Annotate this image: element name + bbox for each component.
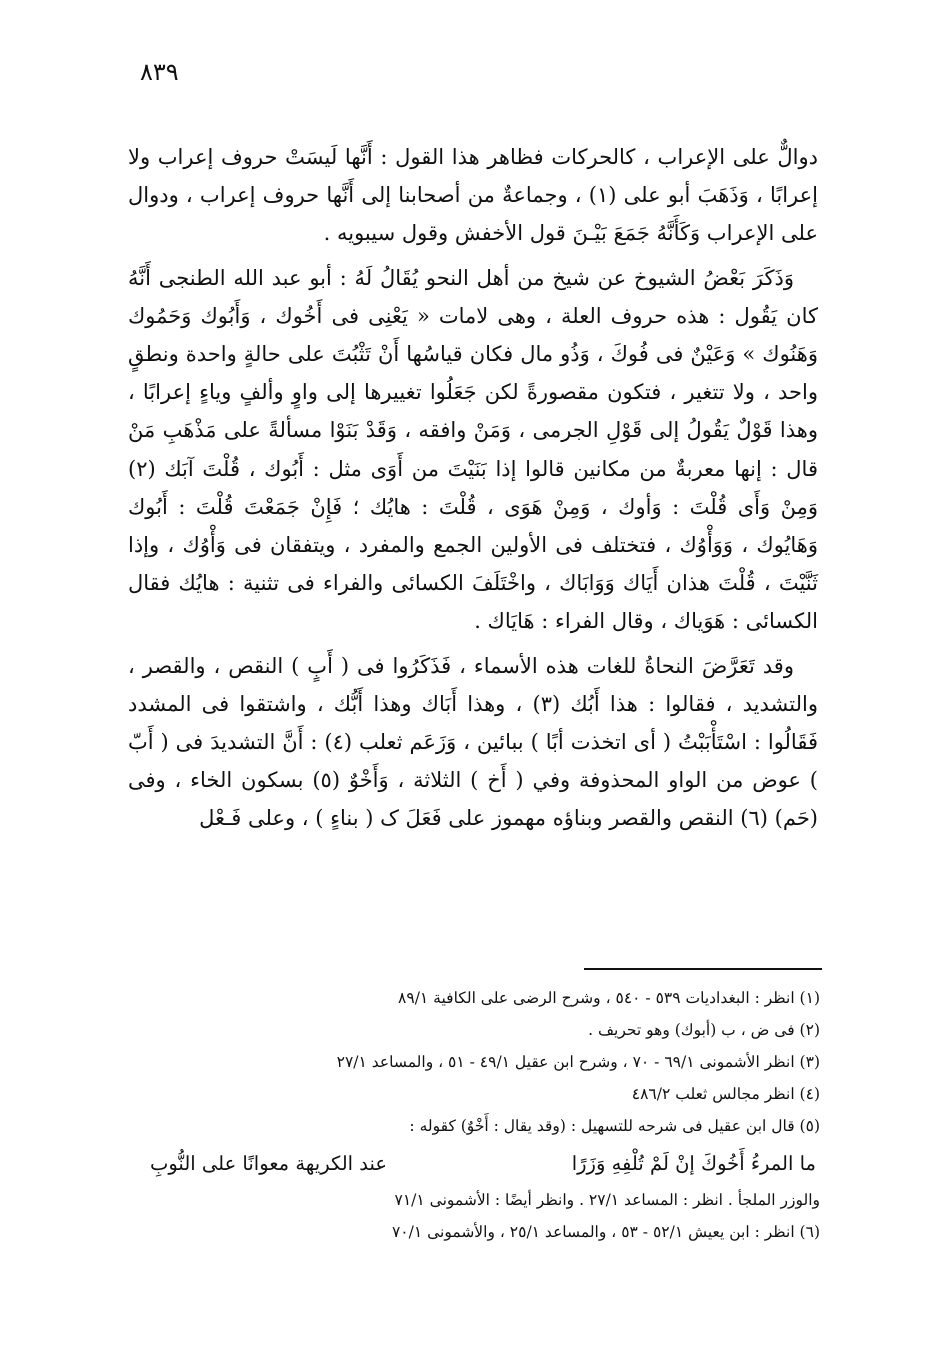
- main-text: [128, 138, 818, 838]
- poetry-verse: [150, 1144, 820, 1184]
- verse-first-hemistich: ما المرءُ أَخُوكَ إنْ لَمْ تُلْفِهِ وَزَرًا: [571, 1152, 816, 1175]
- footnotes: [150, 982, 820, 1248]
- footnote-2: (٢) فى ض ، ب (أبوك) وهو تحريف .: [588, 1021, 820, 1039]
- paragraph-2: وَذَكَرَ بَعْضُ الشيوخ عن شيخ من أهل النحو يُقَالُ لَهُ : أبو عبد الله الطنجى أَنَّهُ كان يَقُول : هذه حروف العلة ، وهى لامات « يَعْنِى فى أَخُوك ، وَأَبُوك وَحَمُوك وَهَنُوك » وَعَيْنٌ فى فُوكَ ، وَذُو مال فكان قياسُها أَنْ تَثْبُتَ على حالةٍ واحدة ونطقٍ واحد ، ولا تتغير ، فتكون مقصورةً لكن جَعَلُوا تغييرها إلى واوٍ وألفٍ وياءٍ إعرابًا ، وهذا قَوْلٌ يَقُولُ إلى قَوْلِ الجرمى ، وَمَنْ وافقه ، وَقَدْ بَنَوْا مسألةً على مَذْهَبِ مَنْ قال : إنها معربةٌ من مكانين قالوا إذا بَنَيْتَ من أَوَى مثل : أَبُوك ، قُلْتَ آبَك (٢) وَمِنْ وَأَى قُلْتَ : وَأوك ، وَمِنْ هَوَى ، قُلْتَ : هايُك ؛ فَإِنْ جَمَعْتَ قُلْتَ : أَبُوك وَهَايُوك ، وَوَأْوُك ، فتختلف فى الأولين الجمع والمفرد ، ويتفقان فى وَأْوُك ، وإذا ثَنَّيْتَ ، قُلْتَ هذان أَيَاك وَوَابَاك ، واخْتَلَفَ الكسائى والفراء فى تثنية : هايُك فقال الكسائى : هَوَياك ، وقال الفراء : هَايَاك .: [128, 265, 818, 634]
- footnote-6: (٦) انظر : ابن يعيش ٥٢/١ - ٥٣ ، والمساعد ٢٥/١ ، والأشمونى ٧٠/١: [391, 1223, 820, 1241]
- footnote-5-continuation: والوزر الملجأ . انظر : المساعد ٢٧/١ . وانظر أيضًا : الأشمونى ٧١/١: [394, 1191, 820, 1209]
- footnote-3: (٣) انظر الأشمونى ٦٩/١ - ٧٠ ، وشرح ابن عقيل ٤٩/١ - ٥١ ، والمساعد ٢٧/١: [336, 1053, 820, 1071]
- page-number: ٨٣٩: [140, 58, 179, 86]
- paragraph-3: وقد تَعَرَّضَ النحاةُ للغات هذه الأسماء ، فَذَكَرُوا فى ( أَبٍ ) النقص ، والقصر ، والتشديد ، فقالوا : هذا أَبُك (٣) ، وهذا أَبَاك وهذا أَبُّك ، واشتقوا فى المشدد فَقَالُوا : اسْتَأْبَبْتُ ( أى اتخذت أبًا ) ببائين ، وَزَعَم ثعلب (٤) : أَنَّ التشديدَ فى ( أَبّ ) عوض من الواو المحذوفة وفي ( أَخ ) الثلاثة ، وَأَخْوٌ (٥) بسكون الخاء ، وفى (حَم) (٦) النقص والقصر وبناؤه مهموز على فَعَلَ ک ( بناءٍ ) ، وعلى فَـعْل: [128, 653, 818, 831]
- paragraph-1: دوالٌّ على الإعراب ، كالحركات فظاهر هذا القول : أَنَّها لَيسَتْ حروف إعراب ولا إعرابًا ، وَذَهَبَ أبو على (١) ، وجماعةٌ من أصحابنا إلى أَنَّها حروف إعراب ، ودوال على الإعراب وَكَأَنَّهُ جَمَعَ بَيْـنَ قول الأخفش وقول سيبويه .: [128, 145, 819, 246]
- verse-second-hemistich: عند الكريهة معوانًا على النُّوبِ: [150, 1152, 388, 1175]
- footnote-5: (٥) قال ابن عقيل فى شرحه للتسهيل : (وقد يقال : أَخْوٌ) كقوله :: [409, 1117, 820, 1135]
- footnote-separator: [584, 968, 822, 970]
- footnote-1: (١) انظر : البغداديات ٥٣٩ - ٥٤٠ ، وشرح الرضى على الكافية ٨٩/١: [398, 989, 820, 1007]
- footnote-4: (٤) انظر مجالس ثعلب ٤٨٦/٢: [631, 1085, 820, 1103]
